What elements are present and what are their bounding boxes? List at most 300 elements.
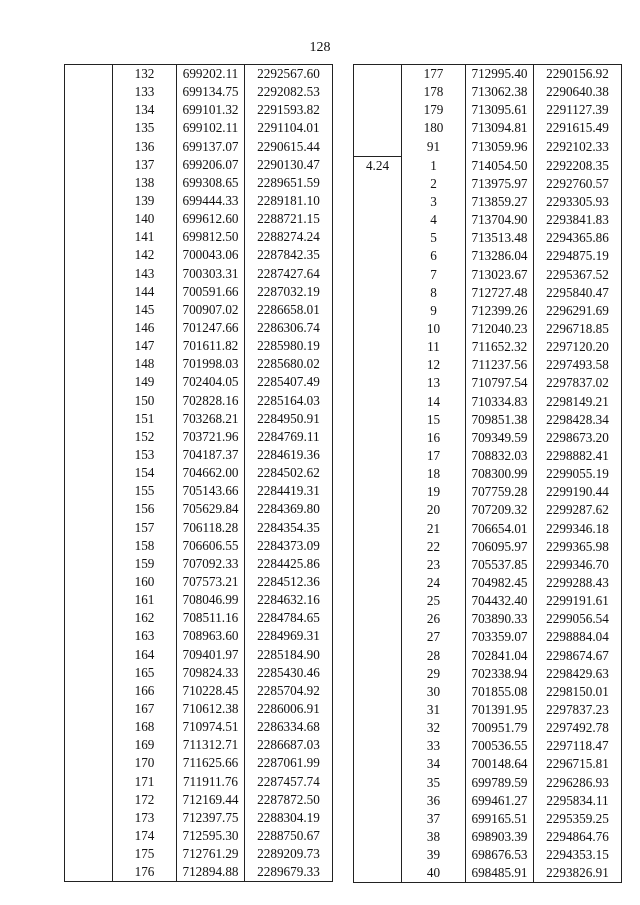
point-number-cell: 154	[113, 464, 177, 482]
section-cell	[65, 791, 113, 809]
x-coordinate-cell: 702404.05	[177, 373, 245, 391]
x-coordinate-cell: 704662.00	[177, 464, 245, 482]
y-coordinate-cell: 2297492.78	[534, 719, 622, 737]
y-coordinate-cell: 2296718.85	[534, 320, 622, 338]
y-coordinate-cell: 2292082.53	[245, 83, 333, 101]
y-coordinate-cell: 2294875.19	[534, 247, 622, 265]
x-coordinate-cell: 709851.38	[466, 411, 534, 429]
y-coordinate-cell: 2296291.69	[534, 302, 622, 320]
y-coordinate-cell: 2293305.93	[534, 193, 622, 211]
section-cell	[354, 701, 402, 719]
point-number-cell: 167	[113, 700, 177, 718]
point-number-cell: 26	[402, 610, 466, 628]
x-coordinate-cell: 712397.75	[177, 809, 245, 827]
y-coordinate-cell: 2285430.46	[245, 664, 333, 682]
point-number-cell: 91	[402, 138, 466, 157]
point-number-cell: 144	[113, 283, 177, 301]
y-coordinate-cell: 2299365.98	[534, 538, 622, 556]
section-cell	[65, 591, 113, 609]
table-row	[354, 175, 622, 193]
y-coordinate-cell: 2297118.47	[534, 737, 622, 755]
table-row	[354, 320, 622, 338]
x-coordinate-cell: 710228.45	[177, 682, 245, 700]
table-row	[354, 556, 622, 574]
x-coordinate-cell: 713062.38	[466, 83, 534, 101]
y-coordinate-cell: 2298673.20	[534, 429, 622, 447]
y-coordinate-cell: 2286334.68	[245, 718, 333, 736]
x-coordinate-cell: 712169.44	[177, 791, 245, 809]
table-row	[65, 355, 333, 373]
section-cell	[354, 719, 402, 737]
x-coordinate-cell: 710797.54	[466, 374, 534, 392]
point-number-cell: 156	[113, 500, 177, 518]
y-coordinate-cell: 2298884.04	[534, 628, 622, 646]
y-coordinate-cell: 2291615.49	[534, 119, 622, 137]
point-number-cell: 5	[402, 229, 466, 247]
section-cell	[354, 101, 402, 119]
point-number-cell: 139	[113, 192, 177, 210]
section-cell	[65, 156, 113, 174]
point-number-cell: 13	[402, 374, 466, 392]
point-number-cell: 21	[402, 520, 466, 538]
section-cell	[354, 810, 402, 828]
table-row	[65, 283, 333, 301]
y-coordinate-cell: 2299190.44	[534, 483, 622, 501]
section-cell	[354, 538, 402, 556]
table-row	[354, 665, 622, 683]
table-row	[65, 101, 333, 119]
section-cell	[65, 845, 113, 863]
y-coordinate-cell: 2298428.34	[534, 411, 622, 429]
table-row	[65, 464, 333, 482]
table-row	[65, 500, 333, 518]
section-cell	[354, 65, 402, 84]
y-coordinate-cell: 2284512.36	[245, 573, 333, 591]
point-number-cell: 28	[402, 647, 466, 665]
point-number-cell: 159	[113, 555, 177, 573]
x-coordinate-cell: 712399.26	[466, 302, 534, 320]
y-coordinate-cell: 2288721.15	[245, 210, 333, 228]
table-row	[354, 447, 622, 465]
point-number-cell: 160	[113, 573, 177, 591]
y-coordinate-cell: 2287842.35	[245, 246, 333, 264]
point-number-cell: 23	[402, 556, 466, 574]
table-row	[354, 592, 622, 610]
x-coordinate-cell: 698903.39	[466, 828, 534, 846]
table-row	[65, 373, 333, 391]
y-coordinate-cell: 2289209.73	[245, 845, 333, 863]
section-cell	[354, 284, 402, 302]
table-row	[65, 410, 333, 428]
section-cell	[65, 519, 113, 537]
point-number-cell: 169	[113, 736, 177, 754]
x-coordinate-cell: 700148.64	[466, 755, 534, 773]
x-coordinate-cell: 710612.38	[177, 700, 245, 718]
point-number-cell: 33	[402, 737, 466, 755]
y-coordinate-cell: 2298882.41	[534, 447, 622, 465]
y-coordinate-cell: 2286006.91	[245, 700, 333, 718]
page-number: 128	[309, 40, 331, 55]
y-coordinate-cell: 2297493.58	[534, 356, 622, 374]
table-row	[65, 700, 333, 718]
point-number-cell: 24	[402, 574, 466, 592]
table-row	[65, 265, 333, 283]
point-number-cell: 29	[402, 665, 466, 683]
y-coordinate-cell: 2284425.86	[245, 555, 333, 573]
y-coordinate-cell: 2298149.21	[534, 393, 622, 411]
point-number-cell: 146	[113, 319, 177, 337]
y-coordinate-cell: 2291104.01	[245, 119, 333, 137]
y-coordinate-cell: 2299055.19	[534, 465, 622, 483]
point-number-cell: 165	[113, 664, 177, 682]
y-coordinate-cell: 2290156.92	[534, 65, 622, 84]
x-coordinate-cell: 700043.06	[177, 246, 245, 264]
table-row	[354, 719, 622, 737]
section-cell	[65, 119, 113, 137]
table-row	[65, 555, 333, 573]
section-cell	[354, 574, 402, 592]
y-coordinate-cell: 2294365.86	[534, 229, 622, 247]
point-number-cell: 177	[402, 65, 466, 84]
table-row	[65, 119, 333, 137]
y-coordinate-cell: 2284619.36	[245, 446, 333, 464]
table-row	[354, 356, 622, 374]
point-number-cell: 132	[113, 65, 177, 84]
x-coordinate-cell: 706118.28	[177, 519, 245, 537]
x-coordinate-cell: 711312.71	[177, 736, 245, 754]
section-cell	[354, 83, 402, 101]
section-cell	[65, 809, 113, 827]
table-row	[354, 864, 622, 883]
table-row	[354, 610, 622, 628]
x-coordinate-cell: 712995.40	[466, 65, 534, 84]
x-coordinate-cell: 708832.03	[466, 447, 534, 465]
point-number-cell: 34	[402, 755, 466, 773]
section-cell	[354, 447, 402, 465]
y-coordinate-cell: 2293841.83	[534, 211, 622, 229]
section-cell	[65, 392, 113, 410]
table-row	[354, 773, 622, 791]
section-cell	[354, 647, 402, 665]
y-coordinate-cell: 2285407.49	[245, 373, 333, 391]
point-number-cell: 135	[113, 119, 177, 137]
x-coordinate-cell: 700591.66	[177, 283, 245, 301]
table-row	[354, 647, 622, 665]
section-cell	[354, 683, 402, 701]
x-coordinate-cell: 712595.30	[177, 827, 245, 845]
x-coordinate-cell: 699612.60	[177, 210, 245, 228]
section-cell	[65, 537, 113, 555]
table-row	[354, 683, 622, 701]
table-row	[65, 845, 333, 863]
section-cell	[65, 700, 113, 718]
point-number-cell: 10	[402, 320, 466, 338]
y-coordinate-cell: 2291127.39	[534, 101, 622, 119]
section-cell	[354, 266, 402, 284]
x-coordinate-cell: 703268.21	[177, 410, 245, 428]
x-coordinate-cell: 701855.08	[466, 683, 534, 701]
y-coordinate-cell: 2297837.02	[534, 374, 622, 392]
x-coordinate-cell: 700907.02	[177, 301, 245, 319]
point-number-cell: 16	[402, 429, 466, 447]
section-cell	[65, 772, 113, 790]
point-number-cell: 155	[113, 482, 177, 500]
x-coordinate-cell: 702828.16	[177, 392, 245, 410]
y-coordinate-cell: 2289679.33	[245, 863, 333, 882]
point-number-cell: 147	[113, 337, 177, 355]
table-row	[354, 302, 622, 320]
point-number-cell: 140	[113, 210, 177, 228]
section-cell	[65, 65, 113, 84]
y-coordinate-cell: 2288274.24	[245, 228, 333, 246]
table-row	[354, 501, 622, 519]
section-cell	[354, 374, 402, 392]
table-row	[65, 718, 333, 736]
y-coordinate-cell: 2284419.31	[245, 482, 333, 500]
table-row	[354, 374, 622, 392]
y-coordinate-cell: 2291593.82	[245, 101, 333, 119]
point-number-cell: 32	[402, 719, 466, 737]
section-cell	[65, 174, 113, 192]
point-number-cell: 18	[402, 465, 466, 483]
table-row	[354, 755, 622, 773]
table-row	[354, 338, 622, 356]
y-coordinate-cell: 2284502.62	[245, 464, 333, 482]
section-cell	[65, 428, 113, 446]
table-row	[65, 591, 333, 609]
x-coordinate-cell: 704432.40	[466, 592, 534, 610]
section-cell	[65, 555, 113, 573]
y-coordinate-cell: 2286658.01	[245, 301, 333, 319]
y-coordinate-cell: 2286687.03	[245, 736, 333, 754]
section-cell	[65, 446, 113, 464]
table-row	[65, 210, 333, 228]
table-row	[65, 301, 333, 319]
y-coordinate-cell: 2285704.92	[245, 682, 333, 700]
table-row	[354, 810, 622, 828]
table-row	[65, 863, 333, 882]
table-row	[65, 337, 333, 355]
section-cell	[65, 736, 113, 754]
table-row	[354, 156, 622, 175]
table-row	[65, 392, 333, 410]
x-coordinate-cell: 701247.66	[177, 319, 245, 337]
x-coordinate-cell: 707759.28	[466, 483, 534, 501]
point-number-cell: 30	[402, 683, 466, 701]
point-number-cell: 27	[402, 628, 466, 646]
x-coordinate-cell: 714054.50	[466, 156, 534, 175]
y-coordinate-cell: 2295359.25	[534, 810, 622, 828]
section-cell	[354, 792, 402, 810]
y-coordinate-cell: 2292567.60	[245, 65, 333, 84]
point-number-cell: 40	[402, 864, 466, 883]
section-cell	[65, 355, 113, 373]
x-coordinate-cell: 700303.31	[177, 265, 245, 283]
section-cell	[354, 755, 402, 773]
y-coordinate-cell: 2287061.99	[245, 754, 333, 772]
table-row	[354, 138, 622, 157]
y-coordinate-cell: 2284769.11	[245, 428, 333, 446]
point-number-cell: 138	[113, 174, 177, 192]
x-coordinate-cell: 704187.37	[177, 446, 245, 464]
section-cell	[354, 302, 402, 320]
table-row	[65, 446, 333, 464]
x-coordinate-cell: 705537.85	[466, 556, 534, 574]
section-cell	[354, 610, 402, 628]
section-cell	[65, 265, 113, 283]
point-number-cell: 175	[113, 845, 177, 863]
x-coordinate-cell: 713975.97	[466, 175, 534, 193]
table-row	[65, 736, 333, 754]
x-coordinate-cell: 710974.51	[177, 718, 245, 736]
point-number-cell: 171	[113, 772, 177, 790]
y-coordinate-cell: 2294353.15	[534, 846, 622, 864]
table-row	[65, 428, 333, 446]
x-coordinate-cell: 709349.59	[466, 429, 534, 447]
table-row	[354, 737, 622, 755]
x-coordinate-cell: 712894.88	[177, 863, 245, 882]
section-cell	[354, 338, 402, 356]
x-coordinate-cell: 699308.65	[177, 174, 245, 192]
table-row	[65, 664, 333, 682]
section-cell	[354, 175, 402, 193]
section-cell: 4.24	[354, 156, 402, 175]
point-number-cell: 178	[402, 83, 466, 101]
x-coordinate-cell: 707209.32	[466, 501, 534, 519]
y-coordinate-cell: 2298150.01	[534, 683, 622, 701]
table-row	[65, 83, 333, 101]
y-coordinate-cell: 2292208.35	[534, 156, 622, 175]
point-number-cell: 1	[402, 156, 466, 175]
x-coordinate-cell: 702338.94	[466, 665, 534, 683]
section-cell	[65, 246, 113, 264]
section-cell	[354, 828, 402, 846]
y-coordinate-cell: 2285184.90	[245, 646, 333, 664]
point-number-cell: 9	[402, 302, 466, 320]
table-row	[354, 538, 622, 556]
section-cell	[65, 863, 113, 882]
point-number-cell: 157	[113, 519, 177, 537]
x-coordinate-cell: 701998.03	[177, 355, 245, 373]
table-row	[65, 519, 333, 537]
section-cell	[354, 501, 402, 519]
x-coordinate-cell: 708046.99	[177, 591, 245, 609]
table-row	[354, 266, 622, 284]
point-number-cell: 7	[402, 266, 466, 284]
section-cell	[65, 646, 113, 664]
y-coordinate-cell: 2285164.03	[245, 392, 333, 410]
section-cell	[354, 665, 402, 683]
point-number-cell: 6	[402, 247, 466, 265]
section-cell	[65, 664, 113, 682]
point-number-cell: 2	[402, 175, 466, 193]
point-number-cell: 39	[402, 846, 466, 864]
y-coordinate-cell: 2299346.18	[534, 520, 622, 538]
section-cell	[65, 754, 113, 772]
point-number-cell: 151	[113, 410, 177, 428]
section-cell	[354, 320, 402, 338]
y-coordinate-cell: 2293826.91	[534, 864, 622, 883]
x-coordinate-cell: 711652.32	[466, 338, 534, 356]
x-coordinate-cell: 704982.45	[466, 574, 534, 592]
y-coordinate-cell: 2299056.54	[534, 610, 622, 628]
y-coordinate-cell: 2284373.09	[245, 537, 333, 555]
table-row	[354, 846, 622, 864]
table-row	[354, 574, 622, 592]
table-row	[65, 573, 333, 591]
table-row	[65, 156, 333, 174]
section-cell	[65, 301, 113, 319]
section-cell	[65, 228, 113, 246]
section-cell	[354, 483, 402, 501]
table-row	[65, 809, 333, 827]
x-coordinate-cell: 707573.21	[177, 573, 245, 591]
point-number-cell: 142	[113, 246, 177, 264]
table-row	[65, 646, 333, 664]
y-coordinate-cell: 2295367.52	[534, 266, 622, 284]
y-coordinate-cell: 2289181.10	[245, 192, 333, 210]
y-coordinate-cell: 2287032.19	[245, 283, 333, 301]
table-row	[354, 211, 622, 229]
x-coordinate-cell: 703890.33	[466, 610, 534, 628]
table-row	[354, 229, 622, 247]
section-cell	[354, 592, 402, 610]
x-coordinate-cell: 701611.82	[177, 337, 245, 355]
x-coordinate-cell: 699165.51	[466, 810, 534, 828]
x-coordinate-cell: 699137.07	[177, 138, 245, 156]
section-cell	[65, 83, 113, 101]
point-number-cell: 4	[402, 211, 466, 229]
table-row	[354, 101, 622, 119]
y-coordinate-cell: 2290130.47	[245, 156, 333, 174]
table-row	[65, 319, 333, 337]
table-row	[354, 119, 622, 137]
point-number-cell: 12	[402, 356, 466, 374]
y-coordinate-cell: 2299287.62	[534, 501, 622, 519]
point-number-cell: 172	[113, 791, 177, 809]
table-row	[65, 228, 333, 246]
x-coordinate-cell: 699206.07	[177, 156, 245, 174]
section-cell	[354, 193, 402, 211]
table-row	[354, 701, 622, 719]
y-coordinate-cell: 2287872.50	[245, 791, 333, 809]
x-coordinate-cell: 711911.76	[177, 772, 245, 790]
section-cell	[65, 101, 113, 119]
y-coordinate-cell: 2297120.20	[534, 338, 622, 356]
x-coordinate-cell: 710334.83	[466, 393, 534, 411]
y-coordinate-cell: 2286306.74	[245, 319, 333, 337]
y-coordinate-cell: 2287457.74	[245, 772, 333, 790]
point-number-cell: 36	[402, 792, 466, 810]
point-number-cell: 17	[402, 447, 466, 465]
point-number-cell: 22	[402, 538, 466, 556]
point-number-cell: 153	[113, 446, 177, 464]
section-cell	[354, 429, 402, 447]
section-cell	[65, 500, 113, 518]
x-coordinate-cell: 698485.91	[466, 864, 534, 883]
section-cell	[65, 192, 113, 210]
x-coordinate-cell: 713095.61	[466, 101, 534, 119]
x-coordinate-cell: 699101.32	[177, 101, 245, 119]
y-coordinate-cell: 2295834.11	[534, 792, 622, 810]
point-number-cell: 15	[402, 411, 466, 429]
y-coordinate-cell: 2284632.16	[245, 591, 333, 609]
table-row	[354, 520, 622, 538]
table-row	[65, 138, 333, 156]
x-coordinate-cell: 713704.90	[466, 211, 534, 229]
section-cell	[65, 283, 113, 301]
table-row	[65, 682, 333, 700]
